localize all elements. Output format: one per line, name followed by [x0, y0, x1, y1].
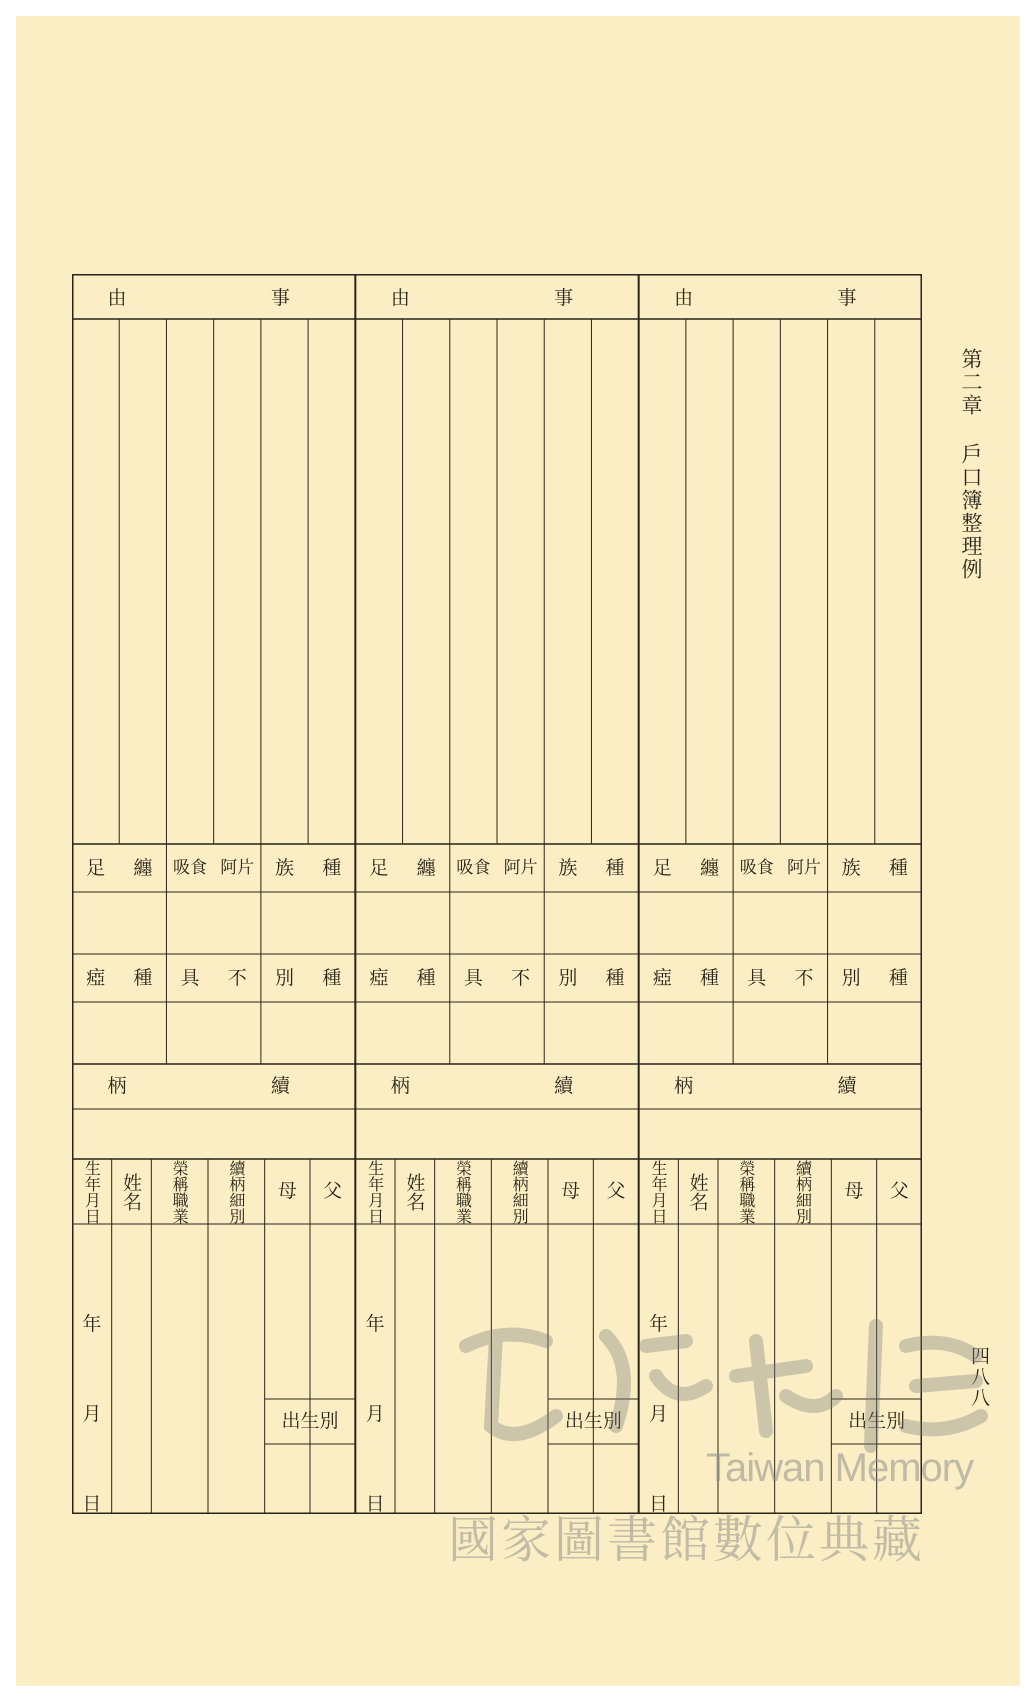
- field-label: 種: [416, 967, 436, 989]
- person-column-header: 母: [561, 1180, 581, 1202]
- field-label: 不: [227, 967, 247, 989]
- person-column-header: 姓名: [403, 1172, 426, 1211]
- relation-header-label: 柄: [107, 1075, 127, 1097]
- watermark-logo: [436, 1306, 996, 1456]
- watermark-org: 國家圖書館數位典藏: [448, 1512, 925, 1568]
- field-label: 阿片: [503, 858, 538, 878]
- person-column-header: 續柄細別: [793, 1159, 813, 1224]
- field-label: 瘂: [652, 967, 672, 989]
- field-label: 種: [133, 967, 153, 989]
- birth-date-label: 月: [365, 1403, 385, 1425]
- field-label: 瘂: [86, 967, 106, 989]
- field-label: 族: [841, 857, 861, 879]
- birth-order-label: 出生別: [281, 1410, 339, 1432]
- relation-header-label: 柄: [674, 1075, 694, 1097]
- watermark-english: Taiwan Memory: [706, 1446, 974, 1490]
- field-label: 別: [558, 967, 578, 989]
- person-column-header: 生年月日: [82, 1159, 102, 1224]
- birth-date-label: 日: [365, 1493, 385, 1515]
- field-label: 阿片: [220, 858, 255, 878]
- birth-date-label: 月: [648, 1403, 668, 1425]
- field-label: 纏: [133, 857, 153, 879]
- person-column-header: 姓名: [686, 1172, 709, 1211]
- field-label: 不: [511, 967, 531, 989]
- field-label: 瘂: [369, 967, 389, 989]
- relation-header-label: 柄: [390, 1075, 410, 1097]
- person-column-header: 榮稱職業: [736, 1159, 756, 1224]
- field-label: 吸食: [456, 858, 491, 878]
- chapter-title: 第二章 戶口簿整理例: [959, 348, 983, 581]
- scanned-page: [16, 16, 1020, 1686]
- field-label: 族: [274, 857, 294, 879]
- field-label: 足: [369, 857, 389, 879]
- person-column-header: 母: [844, 1180, 864, 1202]
- field-label: 吸食: [173, 858, 208, 878]
- events-header-label: 事: [270, 287, 290, 309]
- relation-header-label: 續: [270, 1075, 290, 1097]
- events-header-label: 由: [107, 287, 127, 309]
- person-column-header: 父: [323, 1180, 343, 1202]
- relation-header-label: 續: [554, 1075, 574, 1097]
- field-label: 種: [888, 857, 908, 879]
- field-label: 具: [180, 967, 200, 989]
- relation-header-label: 續: [837, 1075, 857, 1097]
- events-header-label: 事: [554, 287, 574, 309]
- field-label: 種: [322, 967, 342, 989]
- field-label: 阿片: [786, 858, 821, 878]
- field-label: 種: [605, 857, 625, 879]
- events-header-label: 由: [390, 287, 410, 309]
- birth-date-label: 日: [82, 1493, 102, 1515]
- person-column-header: 榮稱職業: [170, 1159, 190, 1224]
- person-column-header: 續柄細別: [226, 1159, 246, 1224]
- birth-date-label: 日: [648, 1493, 668, 1515]
- person-column-header: 姓名: [119, 1172, 142, 1211]
- field-label: 種: [699, 967, 719, 989]
- field-label: 不: [794, 967, 814, 989]
- field-label: 種: [605, 967, 625, 989]
- person-column-header: 生年月日: [648, 1159, 668, 1224]
- birth-order-label: 出生別: [848, 1410, 906, 1432]
- birth-date-label: 年: [82, 1313, 102, 1335]
- person-column-header: 父: [889, 1180, 909, 1202]
- birth-date-label: 年: [648, 1313, 668, 1335]
- field-label: 纏: [416, 857, 436, 879]
- field-label: 具: [463, 967, 483, 989]
- field-label: 別: [841, 967, 861, 989]
- field-label: 別: [274, 967, 294, 989]
- field-label: 足: [652, 857, 672, 879]
- person-column-header: 續柄細別: [510, 1159, 530, 1224]
- bleed-through-text: [436, 146, 462, 186]
- birth-date-label: 月: [82, 1403, 102, 1425]
- field-label: 吸食: [739, 858, 774, 878]
- events-header-label: 事: [837, 287, 857, 309]
- person-column-header: 榮稱職業: [453, 1159, 473, 1224]
- birth-date-label: 年: [365, 1313, 385, 1335]
- field-label: 種: [322, 857, 342, 879]
- person-column-header: 父: [606, 1180, 626, 1202]
- field-label: 足: [86, 857, 106, 879]
- field-label: 種: [888, 967, 908, 989]
- events-header-label: 由: [674, 287, 694, 309]
- page-number: 四八八: [968, 1346, 990, 1409]
- birth-order-label: 出生別: [564, 1410, 622, 1432]
- field-label: 族: [558, 857, 578, 879]
- field-label: 具: [747, 967, 767, 989]
- person-column-header: 母: [277, 1180, 297, 1202]
- field-label: 纏: [699, 857, 719, 879]
- person-column-header: 生年月日: [365, 1159, 385, 1224]
